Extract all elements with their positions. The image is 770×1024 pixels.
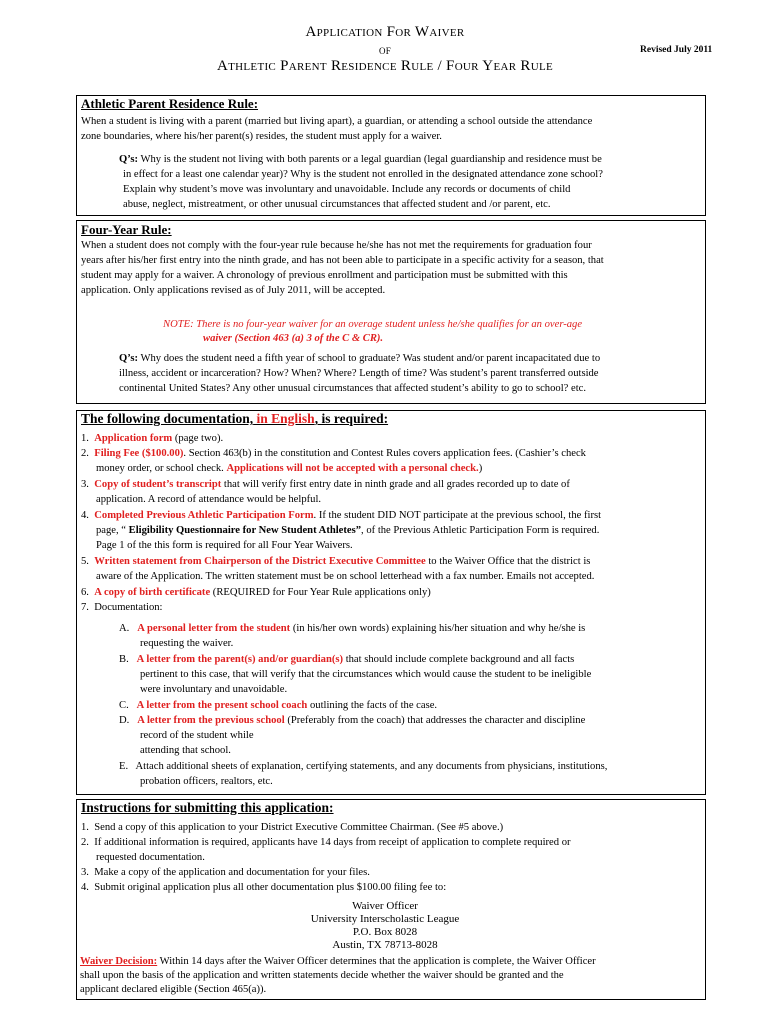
item-rest: (page two). [172,433,224,444]
doc-sub-a-line-2: requesting the waiver. [140,638,234,649]
parent-residence-heading: Athletic Parent Residence Rule: [81,96,259,111]
doc-sub-b [119,653,574,668]
doc-sub-e [119,760,607,775]
item-rest: to the Waiver Office that the district is [425,556,591,567]
item-bold: Eligibility Questionnaire for New Student Athletes” [126,525,362,536]
item-num: 7. [81,602,89,613]
item-text: page, “ [96,525,126,536]
item-text: , of the Previous Athletic Participation Form is required. [361,525,600,536]
item-rest: that will verify first entry date in ninth grade and all grades recorded up to date of [221,479,570,490]
item-num: 1. [81,433,89,444]
parent-residence-questions-2: in effect for a least one calendar year)? Why is the student not enrolled in the designated attendance zone school? [123,169,603,180]
doc-item-7 [81,601,163,616]
item-rest: that should include complete background and all facts [343,654,575,665]
item-num: 6. [81,587,89,598]
waiver-decision-label: Waiver Decision: [80,956,158,967]
title-line-3: Athletic Parent Residence Rule / Four Year Rule [217,58,553,74]
item-red: Application form [94,433,173,444]
sub-letter: D. [119,715,130,726]
item-red: Copy of student’s transcript [94,479,222,490]
heading-pre: The following documentation, [81,411,254,426]
item-text: Attach additional sheets of explanation, certifying statements, and any documents from physicians, institutions, [135,761,608,772]
four-year-questions-3: continental United States? Any other unusual circumstances that affected student’s ability to go to school? etc. [119,383,586,394]
item-num: 5. [81,556,89,567]
item-num: 1. [81,822,89,833]
parent-residence-section [76,95,706,216]
item-num: 2. [81,448,89,459]
item-red: A letter from the parent(s) and/or guardian(s) [136,654,344,665]
item-red: A letter from the previous school [137,715,285,726]
waiver-decision-line-3: applicant declared eligible (Section 465(a)). [80,984,267,995]
waiver-decision-line-1 [80,955,596,969]
item-text: Send a copy of this application to your District Executive Committee Chairman. (See #5 above.) [94,822,504,833]
title-line-1: Application For Waiver [305,24,465,40]
item-red: Applications will not be accepted with a personal check. [226,463,479,474]
four-year-body-3: student may apply for a waiver. A chronology of previous enrollment and participation must be submitted with this [81,270,568,281]
item-text: money order, or school check. [96,463,227,474]
heading-post: , is required: [314,411,389,426]
item-text: Submit original application plus all other documentation plus $100.00 filing fee to: [94,882,447,893]
parent-residence-questions-1 [119,153,602,168]
item-num: 4. [81,882,89,893]
doc-item-3-line-2: application. A record of attendance would be helpful. [96,494,322,505]
item-red: A copy of birth certificate [94,587,211,598]
item-text: If additional information is required, applicants have 14 days from receipt of application to complete required or [94,837,571,848]
item-num: 4. [81,510,89,521]
decision-text: Within 14 days after the Waiver Officer determines that the application is complete, the Waiver Officer [157,956,596,967]
title-line-2: of [378,42,392,57]
instruction-item-1 [81,821,503,836]
item-text: Make a copy of the application and documentation for your files. [94,867,370,878]
qs-text: Why is the student not living with both parents or a legal guardian (legal guardianship and residence must be [140,154,602,165]
revised-date: Revised July 2011 [640,45,713,55]
item-num: 2. [81,837,89,848]
item-red: Filing Fee ($100.00) [94,448,184,459]
doc-sub-b-line-2: pertinent to this case, that will verify that the circumstances which would cause the student to be ineligible [140,669,592,680]
doc-sub-c [119,699,437,714]
item-red: Written statement from Chairperson of the District Executive Committee [94,556,426,567]
doc-item-4-line-3: Page 1 of the this form is required for all Four Year Waivers. [96,540,353,551]
item-red: A letter from the present school coach [136,700,308,711]
item-num: 3. [81,479,89,490]
item-rest: (REQUIRED for Four Year Rule applications only) [210,587,431,598]
doc-sub-e-line-2: probation officers, realtors, etc. [140,776,273,787]
instruction-item-4 [81,881,446,896]
doc-sub-d-line-3: attending that school. [140,745,231,756]
four-year-questions-1 [119,352,600,367]
four-year-heading: Four-Year Rule: [81,222,172,237]
parent-residence-body-1: When a student is living with a parent (married but living apart), a guardian, or attending a school outside the attendance [81,116,593,127]
item-rest: outlining the facts of the case. [307,700,438,711]
doc-item-5 [81,555,590,570]
doc-item-3 [81,478,570,493]
doc-sub-d [119,714,585,729]
sub-letter: C. [119,700,129,711]
item-red: A personal letter from the student [137,623,291,634]
doc-item-5-line-2: aware of the Application. The written statement must be on school letterhead with a fax number. Emails not accepted. [96,571,595,582]
parent-residence-body-2: zone boundaries, where his/her parent(s) resides, the student must apply for a waiver. [81,131,442,142]
four-year-body-2: years after his/her first entry into the ninth grade, and has not been able to participate in a specific activity for a season, that [81,255,604,266]
qs-text: Why does the student need a fifth year of school to graduate? Was student and/or parent incapacitated due to [140,353,601,364]
sub-letter: A. [119,623,130,634]
doc-item-6 [81,586,431,601]
qs-label: Q’s: [119,154,139,165]
four-year-body-1: When a student does not comply with the four-year rule because he/she has not met the requirements for graduation four [81,240,592,251]
doc-item-4-line-2 [96,524,599,539]
address-line-3: P.O. Box 8028 [352,926,418,938]
item-rest: . If the student DID NOT participate at the previous school, the first [313,510,602,521]
item-rest: (in his/her own words) explaining his/her situation and why he/she is [290,623,586,634]
documentation-section [76,410,706,795]
doc-sub-a [119,622,585,637]
item-text: ) [478,463,483,474]
item-num: 3. [81,867,89,878]
doc-item-2 [81,447,586,462]
doc-item-1 [81,432,223,447]
instruction-item-2-line-2: requested documentation. [96,852,205,863]
item-text: Documentation: [94,602,163,613]
four-year-note-1: NOTE: There is no four-year waiver for an overage student unless he/she qualifies for an over-age [163,319,583,330]
sub-letter: E. [119,761,129,772]
qs-label: Q’s: [119,353,139,364]
waiver-decision-line-2: shall upon the basis of the application and written statements decide whether the waiver should be granted and the [80,970,564,981]
address-line-4: Austin, TX 78713-8028 [332,939,438,951]
four-year-note-2: waiver (Section 463 (a) 3 of the C & CR). [203,333,384,344]
instruction-item-3 [81,866,370,881]
instructions-heading: Instructions for submitting this application: [81,800,334,815]
four-year-section [76,220,706,404]
parent-residence-questions-3: Explain why student’s move was involuntary and unavoidable. Include any records or documents of child [123,184,571,195]
doc-sub-d-line-2: record of the student while [140,730,254,741]
four-year-questions-2: illness, accident or incarceration? How? When? Where? Length of time? Was student’s parent transferred outside [119,368,599,379]
doc-item-2-line-2 [96,462,482,477]
documentation-heading [81,411,388,427]
doc-item-4 [81,509,601,524]
instruction-item-2 [81,836,571,851]
sub-letter: B. [119,654,129,665]
item-rest: . Section 463(b) in the constitution and Contest Rules covers application fees. (Cashier’s check [183,448,586,459]
four-year-body-4: application. Only applications revised as of July 2011, will be accepted. [81,285,386,296]
item-rest: (Preferably from the coach) that addresses the character and discipline [284,715,586,726]
heading-in-english: in English [256,411,315,426]
item-red: Completed Previous Athletic Participation Form [94,510,314,521]
doc-sub-b-line-3: were involuntary and unavoidable. [140,684,288,695]
address-line-2: University Interscholastic League [310,913,460,925]
address-line-1: Waiver Officer [352,900,418,912]
parent-residence-questions-4: abuse, neglect, mistreatment, or other unusual circumstances that affected student and /or parent, etc. [123,199,551,210]
